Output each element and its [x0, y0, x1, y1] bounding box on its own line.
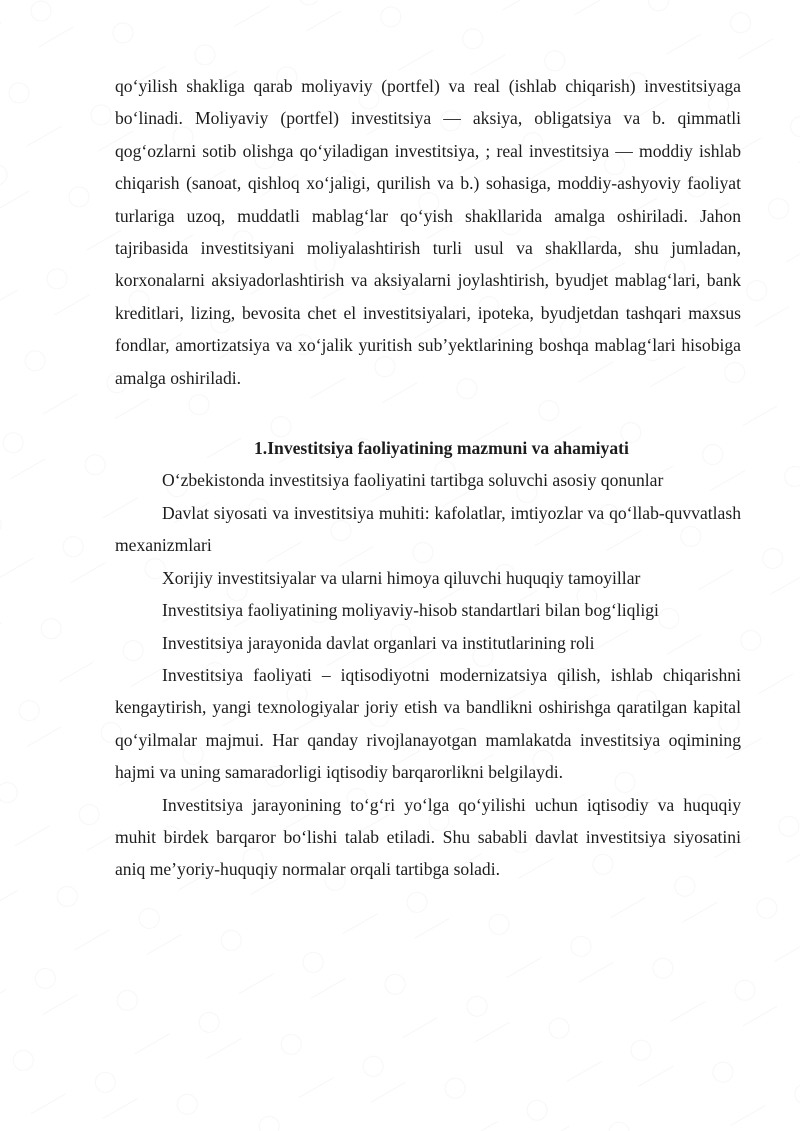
- topic-item-1: O‘zbekistonda investitsiya faoliyatini tartibga soluvchi asosiy qonunlar: [162, 470, 664, 491]
- paragraph-investment-process: Investitsiya jarayonining to‘g‘ri yo‘lga qo‘yilishi uchun iqtisodiy va huquqiy muhit birdek barqaror bo‘lishi talab etiladi. Shu sababli davlat investitsiya siyosatini aniq me’yoriy-huquqiy normalar orqali tartibga soladi.: [115, 794, 741, 880]
- section-spacer: [115, 394, 741, 432]
- paragraph-continued: qo‘yilish shakliga qarab moliyaviy (portfel) va real (ishlab chiqarish) investitsiyaga bo‘linadi. Moliyaviy (portfel) investitsiya — aksiya, obligatsiya va b. qimmatli qog‘ozlarni sotib olishga qo‘yiladigan investitsiya, ; real investitsiya — moddiy ishlab chiqarish (sanoat, qishloq xo‘jaligi, qurilish va b.) sohasiga, moddiy-ashyoviy faoliyat turlariga uzoq, muddatli mablag‘lar qo‘yish shakllarida amalga oshiriladi. Jahon tajribasida investitsiyani moliyalashtirish turli usul va shakllarda, shu jumladan, korxonalarni aksiyadorlashtirish va aksiyalarni joylashtirish, byudjet mablag‘lari, bank kreditlari, lizing, bevosita chet el investitsiyalari, ipoteka, byudjetdan tashqari maxsus fondlar, amortizatsiya va xo‘jalik yuritish sub’yektlarining boshqa mablag‘lari hisobiga amalga oshiriladi.: [115, 76, 741, 388]
- paragraph-investment-activity: Investitsiya faoliyati – iqtisodiyotni modernizatsiya qilish, ishlab chiqarishni kengaytirish, yangi texnologiyalar joriy etish va bandlikni oshirishga qaratilgan kapital qo‘yilmalar majmui. Har qanday rivojlanayotgan mamlakatda investitsiya oqimining hajmi va uning samaradorligi iqtisodiy barqarorlikni belgilaydi.: [115, 664, 741, 783]
- topic-item-5: Investitsiya jarayonida davlat organlari va institutlarining roli: [162, 632, 595, 653]
- topic-item-4: Investitsiya faoliyatining moliyaviy-hisob standartlari bilan bog‘liqligi: [162, 600, 659, 621]
- section-heading: 1.Investitsiya faoliyatining mazmuni va ahamiyati: [254, 438, 629, 459]
- document-body: [115, 70, 741, 886]
- topic-item-3: Xorijiy investitsiyalar va ularni himoya qiluvchi huquqiy tamoyillar: [162, 567, 641, 588]
- topic-item-2: Davlat siyosati va investitsiya muhiti: kafolatlar, imtiyozlar va qo‘llab-quvvatlash mexanizmlari: [115, 502, 741, 556]
